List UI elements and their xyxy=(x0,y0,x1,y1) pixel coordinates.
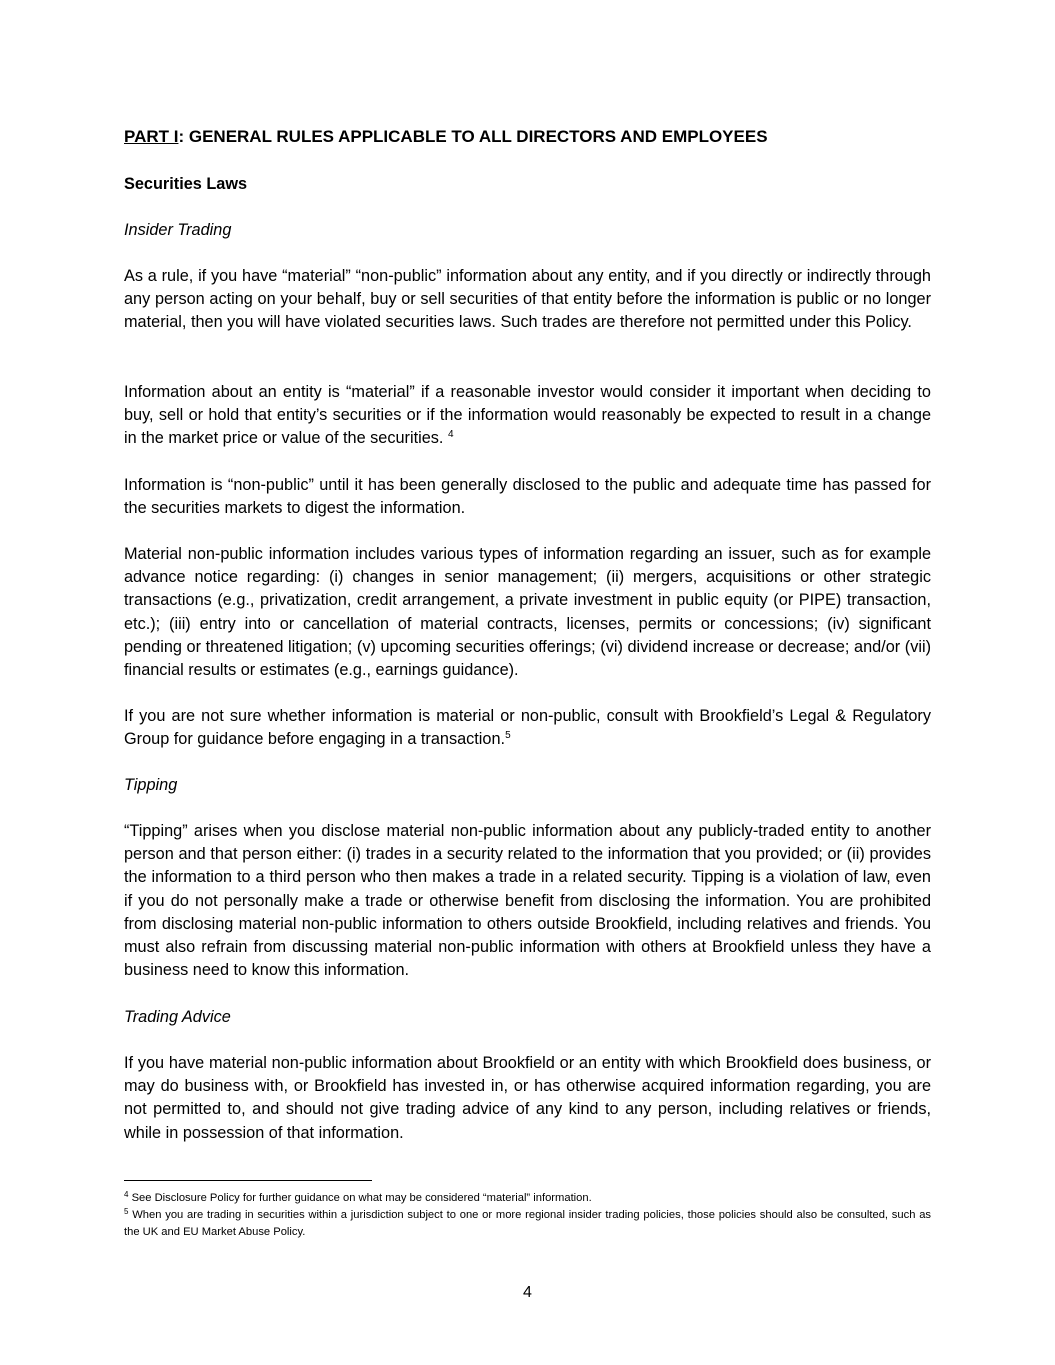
section-title: Securities Laws xyxy=(124,175,248,193)
part-heading-label: PART I xyxy=(124,127,179,146)
insider-trading-paragraph-5 xyxy=(124,705,931,751)
footnote-4 xyxy=(124,1190,931,1207)
footnote-separator xyxy=(124,1180,372,1181)
insider-trading-paragraph-3: Information is “non-public” until it has been generally disclosed to the public and adequate time has passed for the securities markets to digest the information. xyxy=(124,476,931,518)
insider-trading-heading: Insider Trading xyxy=(124,221,232,239)
footnote-5-text: When you are trading in securities within a jurisdiction subject to one or more regional insider trading policies, those policies should also be consulted, such as the UK and EU Market Abuse Policy. xyxy=(124,1209,932,1238)
footnote-ref-5: 5 xyxy=(505,730,511,742)
part-heading-title: : GENERAL RULES APPLICABLE TO ALL DIRECTORS AND EMPLOYEES xyxy=(178,127,768,146)
footnote-4-number: 4 xyxy=(124,1190,129,1199)
trading-advice-heading: Trading Advice xyxy=(124,1008,231,1026)
tipping-paragraph: “Tipping” arises when you disclose material non-public information about any publicly-traded entity to another person and that person either: (i) trades in a security related to the information that you provided; or (ii) provides the information to a third person who then makes a trade in a related security. Tipping is a violation of law, even if you do not personally make a trade or otherwise benefit from disclosing the information. You are prohibited from disclosing material non-public information to others outside Brookfield, including relatives and friends. You must also refrain from discussing material non-public information with others at Brookfield unless they have a business need to know this information. xyxy=(124,822,931,980)
footnote-5 xyxy=(124,1207,931,1241)
insider-trading-paragraph-5-text: If you are not sure whether information is material or non-public, consult with Brookfield’s Legal & Regulatory Group for guidance before engaging in a transaction. xyxy=(124,707,931,749)
tipping-heading: Tipping xyxy=(124,776,178,794)
footnote-5-number: 5 xyxy=(124,1207,129,1216)
insider-trading-paragraph-4: Material non-public information includes various types of information regarding an issuer, such as for example advance notice regarding: (i) changes in senior management; (ii) mergers, acquisitions or other strategic transactions (e.g., privatization, credit arrangement, a private investment in public equity (or PIPE) transaction, etc.); (iii) entry into or cancellation of material contracts, licenses, permits or concessions; (iv) significant pending or threatened litigation; (v) upcoming securities offerings; (vi) dividend increase or decrease; and/or (vii) financial results or estimates (e.g., earnings guidance). xyxy=(124,545,931,680)
trading-advice-paragraph: If you have material non-public information about Brookfield or an entity with which Brookfield does business, or may do business with, or Brookfield has invested in, or has otherwise acquired information regarding, you are not permitted to, and should not give trading advice of any kind to any person, including relatives or friends, while in possession of that information. xyxy=(124,1054,931,1142)
footnote-4-text: See Disclosure Policy for further guidance on what may be considered “material” information. xyxy=(131,1192,592,1204)
insider-trading-paragraph-2-text: Information about an entity is “material” if a reasonable investor would consider it important when deciding to buy, sell or hold that entity’s securities or if the information would reasonably be expected to result in a change in the market price or value of the securities. xyxy=(124,383,931,448)
insider-trading-paragraph-2 xyxy=(124,381,931,451)
insider-trading-paragraph-1: As a rule, if you have “material” “non-public” information about any entity, and if you directly or indirectly through any person acting on your behalf, buy or sell securities of that entity before the information is public or no longer material, then you will have violated securities laws. Such trades are therefore not permitted under this Policy. xyxy=(124,267,931,332)
page-number: 4 xyxy=(523,1284,532,1301)
part-heading xyxy=(124,124,768,150)
footnote-ref-4: 4 xyxy=(447,429,454,441)
